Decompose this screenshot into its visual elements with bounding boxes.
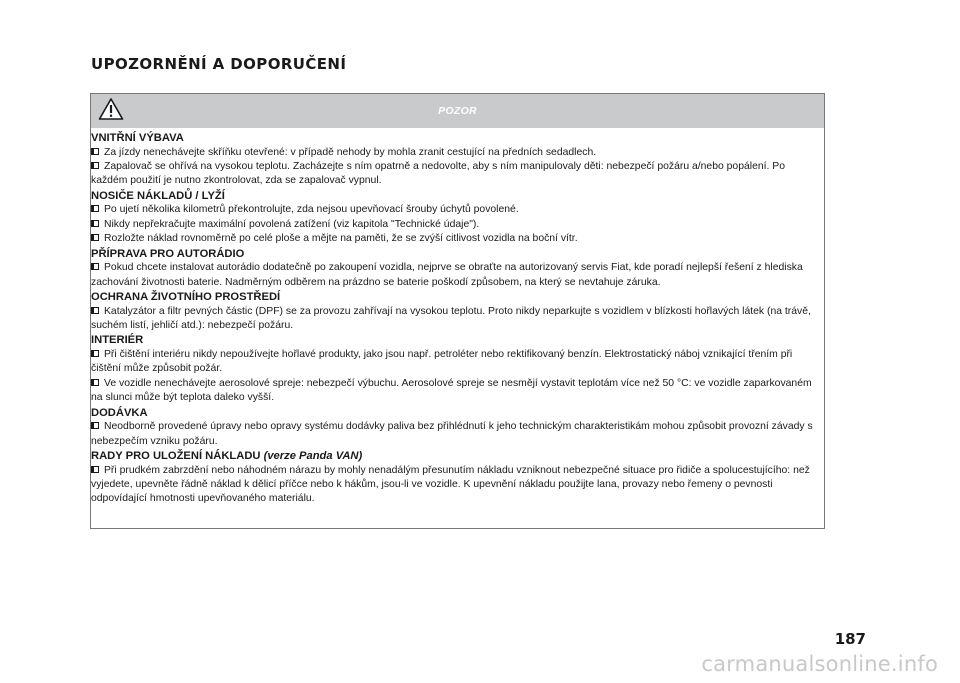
list-item bbox=[91, 348, 824, 377]
section-title bbox=[91, 290, 824, 305]
list-item-text: Po ujetí několika kilometrů překontrolujte, zda nejsou upevňovací šrouby úchytů povolené. bbox=[104, 204, 519, 216]
list-item-text: Pokud chcete instalovat autorádio dodatečně po zakoupení vozidla, nejprve se obraťte na autorizovaný servis Fiat, kde poradí nejlepší řešení z hlediska zachování životnosti baterie. Nadměrným odběrem na prázdno se baterie poškodí způsobem, na který se nevtahuje záruka. bbox=[91, 262, 803, 288]
section-title-text: NOSIČE NÁKLADŮ / LYŽÍ bbox=[91, 189, 225, 202]
list-item bbox=[91, 160, 824, 189]
section-title-text: PŘÍPRAVA PRO AUTORÁDIO bbox=[91, 247, 245, 260]
list-item-text: Zapalovač se ohřívá na vysokou teplotu. Zacházejte s ním opatrně a nedovolte, aby s ním manipulovaly děti: nebezpečí požáru a/nebo popálení. Po každém použití je nutno zkontrolovat, zda se zapalovač vypnul. bbox=[91, 161, 786, 187]
list-item-text: Nikdy nepřekračujte maximální povolená zatížení (viz kapitola "Technické údaje"). bbox=[104, 218, 480, 230]
bullet-square-icon bbox=[91, 422, 99, 429]
section-title bbox=[91, 333, 824, 348]
section-title-text: VNITŘNÍ VÝBAVA bbox=[91, 132, 184, 144]
list-item bbox=[91, 218, 824, 232]
bullet-square-icon bbox=[91, 148, 99, 155]
warning-box bbox=[90, 93, 825, 529]
list-item-text: Ve vozidle nenechávejte aerosolové spreje: nebezpečí výbuchu. Aerosolové spreje se nesmějí vystavit teplotám více než 50 °C: ve vozidle zaparkovaném na slunci může být teplota daleko vyšší. bbox=[91, 377, 812, 404]
list-item bbox=[91, 261, 824, 290]
section-title bbox=[91, 189, 824, 204]
list-item-text: Rozložte náklad rovnoměrně po celé ploše a mějte na paměti, že se zvýší citlivost vozidla na boční vítr. bbox=[104, 233, 578, 245]
section-title-text: RADY PRO ULOŽENÍ NÁKLADU bbox=[91, 450, 261, 463]
list-item-text: Při prudkém zabrzdění nebo náhodném nárazu by mohly nenadálým přesunutím nákladu vzniknout nebezpečné situace pro řidiče a spolucestujícího: než vyjedete, upevněte řádně náklad k dělicí příčce nebo k hákům, jsou-li ve vozidle. K upevnění nákladu použijte lana, provazy nebo řemeny o pevnosti odpovídající hmotnosti upevňovaného materiálu. bbox=[91, 464, 810, 505]
bullet-square-icon bbox=[91, 205, 99, 212]
list-item bbox=[91, 420, 824, 449]
bullet-square-icon bbox=[91, 220, 99, 227]
list-item-text: Katalyzátor a filtr pevných částic (DPF) se za provozu zahřívají na vysokou teplotu. Proto nikdy neparkujte s vozidlem v blízkosti hořlavých látek (na trávě, suchém listí, jehličí atd.): nebezpečí požáru. bbox=[91, 305, 811, 332]
section-title-text: INTERIÉR bbox=[91, 334, 144, 347]
section-title bbox=[91, 449, 824, 464]
list-item bbox=[91, 146, 824, 160]
warning-triangle-icon bbox=[98, 97, 124, 121]
watermark: carmanualsonline.info bbox=[701, 652, 938, 676]
bullet-square-icon bbox=[91, 263, 99, 270]
list-item bbox=[91, 377, 824, 406]
bullet-square-icon bbox=[91, 466, 99, 473]
bullet-square-icon bbox=[91, 162, 99, 169]
list-item-text: Za jízdy nenechávejte skříňku otevřené: v případě nehody by mohla zranit cestující na předních sedadlech. bbox=[104, 146, 597, 158]
list-item bbox=[91, 203, 824, 217]
warning-title: POZOR bbox=[438, 105, 477, 117]
warning-content bbox=[91, 128, 824, 507]
page-heading: UPOZORNĚNÍ A DOPORUČENÍ bbox=[91, 55, 347, 73]
section-title bbox=[91, 247, 824, 262]
section-subtitle: (verze Panda VAN) bbox=[263, 450, 363, 463]
bullet-square-icon bbox=[91, 234, 99, 241]
list-item bbox=[91, 232, 824, 246]
list-item-text: Neodborně provedené úpravy nebo opravy systému dodávky paliva bez přihlédnutí k jeho technickým charakteristikám mohou způsobit provozní závady s nebezpečím vzniku požáru. bbox=[91, 421, 813, 447]
list-item bbox=[91, 464, 824, 507]
warning-header bbox=[91, 94, 824, 128]
section-title-text: DODÁVKA bbox=[91, 406, 148, 419]
section-title bbox=[91, 406, 824, 421]
bullet-square-icon bbox=[91, 350, 99, 357]
bullet-square-icon bbox=[91, 379, 99, 386]
page-number: 187 bbox=[834, 630, 866, 648]
list-item bbox=[91, 305, 824, 334]
section-title-text: OCHRANA ŽIVOTNÍHO PROSTŘEDÍ bbox=[91, 291, 281, 304]
section-title bbox=[91, 131, 824, 146]
list-item-text: Při čištění interiéru nikdy nepoužívejte hořlavé produkty, jako jsou např. petroléter nebo rektifikovaný benzín. Elektrostatický náboj vznikající třením při čištění může způsobit požár. bbox=[91, 349, 793, 375]
bullet-square-icon bbox=[91, 307, 99, 314]
